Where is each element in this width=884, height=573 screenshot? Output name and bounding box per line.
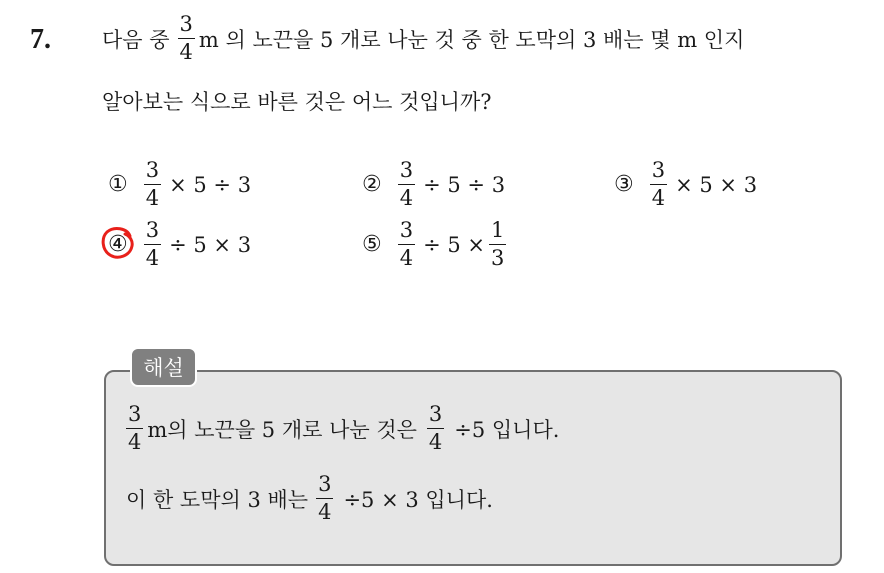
solution-text-end: ÷5 × 3 입니다.: [343, 487, 493, 512]
solution-fraction: $\frac{3}{4}$: [128, 402, 142, 454]
answer-circle-mark: [100, 224, 136, 260]
question-text-post: m 의 노끈을 5 개로 나눈 것 중 한 도막의 3 배는 몇 m 인지: [198, 27, 745, 52]
option-4[interactable]: [108, 220, 251, 269]
option-fraction-2: $\frac{1}{3}$: [491, 218, 505, 270]
solution-fraction-2: $\frac{3}{4}$: [428, 402, 443, 454]
solution-box: [104, 370, 842, 566]
question-line-2: 알아보는 식으로 바른 것은 어느 것입니까?: [102, 90, 492, 114]
fraction-numerator: 3: [178, 14, 195, 39]
option-fraction: $\frac{3}{4}$: [651, 158, 666, 210]
question-line-1: [102, 14, 744, 63]
solution-line-1: [126, 404, 559, 453]
option-fraction: $\frac{3}{4}$: [145, 218, 160, 270]
option-marker: ④: [108, 232, 128, 257]
option-expression: ÷ 5 ÷ 3: [423, 172, 506, 197]
question-fraction: [178, 14, 195, 63]
option-marker: ②: [362, 172, 382, 197]
question-text-pre: 다음 중: [102, 27, 170, 52]
solution-fraction: $\frac{3}{4}$: [318, 472, 332, 524]
option-expression: × 5 ÷ 3: [169, 172, 252, 197]
option-fraction: $\frac{3}{4}$: [145, 158, 160, 210]
fraction-denominator: 4: [179, 40, 193, 64]
option-marker: ①: [108, 172, 128, 197]
option-marker-wrap: [108, 232, 128, 257]
option-3[interactable]: [614, 160, 757, 209]
option-fraction: $\frac{3}{4}$: [399, 218, 414, 270]
option-expression: × 5 × 3: [675, 172, 758, 197]
option-marker: ⑤: [362, 232, 382, 257]
option-expression: ÷ 5 × 3: [169, 232, 252, 257]
option-1[interactable]: [108, 160, 251, 209]
option-5[interactable]: [362, 220, 510, 269]
solution-text: m의 노끈을 5 개로 나눈 것은: [147, 417, 417, 442]
solution-text: 이 한 도막의 3 배는: [126, 487, 309, 512]
option-expression: ÷ 5 ×: [423, 232, 486, 257]
option-fraction: $\frac{3}{4}$: [399, 158, 414, 210]
option-marker: ③: [614, 172, 634, 197]
solution-tag: 해설: [130, 347, 197, 387]
solution-text-end: ÷5 입니다.: [454, 417, 560, 442]
option-2[interactable]: [362, 160, 505, 209]
solution-line-2: [126, 474, 493, 523]
question-number: 7.: [30, 24, 51, 55]
